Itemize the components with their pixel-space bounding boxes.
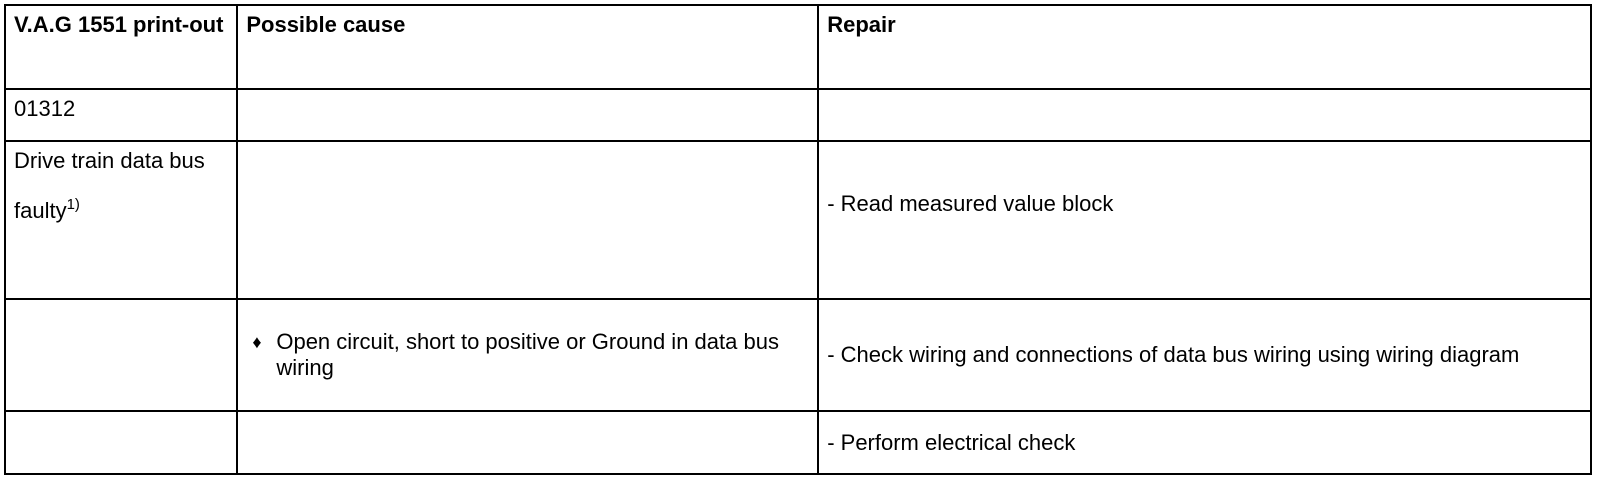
header-repair: Repair [818, 5, 1591, 89]
footnote-marker: 1) [66, 196, 80, 213]
fault-code-table [4, 4, 1592, 475]
cause-wiring-text: Open circuit, short to positive or Ground in data bus wiring [276, 329, 779, 380]
header-printout: V.A.G 1551 print-out [5, 5, 237, 89]
empty-cell [5, 411, 237, 474]
table-row [5, 141, 1591, 299]
table-row [5, 89, 1591, 141]
repair-wiring-cell: - Check wiring and connections of data bus wiring using wiring diagram [818, 299, 1591, 411]
empty-cell [237, 141, 818, 299]
cause-list-item [246, 329, 809, 381]
table-row [5, 299, 1591, 411]
empty-cell [237, 89, 818, 141]
header-possible-cause: Possible cause [237, 5, 818, 89]
table-header-row [5, 5, 1591, 89]
cause-wiring-cell [237, 299, 818, 411]
fault-code-cell: 01312 [5, 89, 237, 141]
repair-electrical-cell: - Perform electrical check [818, 411, 1591, 474]
fault-description-cell [5, 141, 237, 299]
fault-description-line2 [14, 198, 228, 224]
empty-cell [5, 299, 237, 411]
table-row [5, 411, 1591, 474]
diamond-bullet-icon: ♦ [252, 332, 262, 352]
fault-status-text: faulty [14, 198, 67, 223]
fault-description-line1: Drive train data bus [14, 148, 205, 173]
empty-cell [818, 89, 1591, 141]
repair-read-cell: - Read measured value block [818, 141, 1591, 299]
empty-cell [237, 411, 818, 474]
